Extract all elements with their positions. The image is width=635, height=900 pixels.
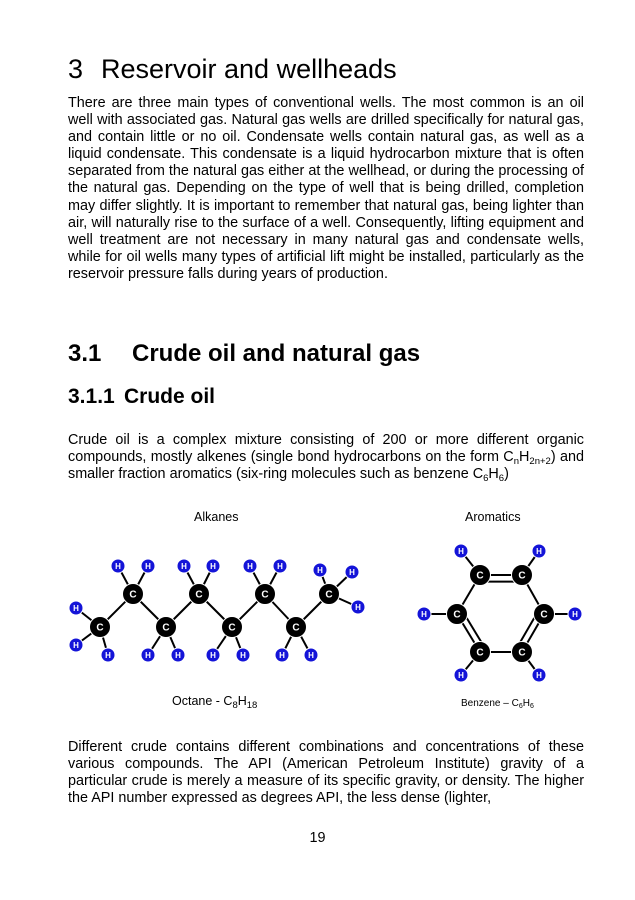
crude-text-2: H	[519, 449, 530, 466]
hydrogen-atom	[417, 607, 431, 621]
carbon-atom	[534, 604, 555, 625]
svg-text:H: H	[572, 609, 578, 619]
svg-text:C: C	[518, 570, 526, 582]
benzene-caption	[461, 698, 534, 709]
svg-text:H: H	[145, 650, 151, 660]
svg-text:C: C	[453, 609, 461, 621]
svg-text:H: H	[458, 546, 464, 556]
page-number: 19	[309, 830, 326, 846]
octane-caption	[172, 694, 258, 711]
svg-text:H: H	[317, 565, 323, 575]
hydrogen-atom	[568, 607, 582, 621]
benzene-h: H	[522, 698, 530, 709]
svg-text:C: C	[195, 589, 203, 601]
hydrogen-atom	[273, 559, 287, 573]
svg-text:H: H	[536, 546, 542, 556]
hydrogen-atom	[454, 668, 468, 682]
hydrogen-atom	[454, 544, 468, 558]
carbon-atom	[512, 565, 533, 586]
hydrogen-atom	[171, 648, 185, 662]
hydrogen-atom	[532, 544, 546, 558]
svg-text:H: H	[105, 650, 111, 660]
svg-text:H: H	[355, 602, 361, 612]
carbon-atom	[222, 617, 243, 638]
hydrogen-atom	[532, 668, 546, 682]
svg-text:C: C	[96, 622, 104, 634]
svg-text:C: C	[162, 622, 170, 634]
section-number: 3	[68, 54, 84, 84]
crude-sub-3: 6	[483, 473, 489, 485]
carbon-atom	[189, 584, 210, 605]
svg-text:H: H	[175, 650, 181, 660]
hydrogen-atom	[275, 648, 289, 662]
carbon-atom	[512, 642, 533, 663]
benzene-h-count: 6	[529, 703, 534, 710]
subsection-title: Crude oil and natural gas	[132, 340, 421, 367]
svg-text:H: H	[349, 567, 355, 577]
svg-text:C: C	[476, 647, 484, 659]
svg-text:H: H	[73, 603, 79, 613]
intro-paragraph: There are three main types of conventional wells. The most common is an oil well with associated gas. Natural gas wells are drilled specifically for natural gas, and contain little or no oil. Condensate wells contain natural gas, as well as a liquid condensate. This condensate is a liquid hydrocarbon mixture that is often separated from the natural gas either at the wellhead, or during the processing of the natural gas. Depending on the type of well that is being drilled, completion may differ slightly. It is important to remember that natural gas, being lighter than air, will naturally rise to the surface of a well. Consequently, lifting equipment and well treatment are not necessary in many natural gas and condensate wells, while for oil wells many types of artificial lift might be installed, particularly as the reservoir pressure falls during years of production.	[68, 95, 584, 282]
svg-text:H: H	[210, 650, 216, 660]
crude-text-1: Crude oil is a complex mixture consisting of 200 or more different organic compounds, mostly alkenes (single bond hydrocarbons on the form C	[68, 432, 584, 466]
octane-h-count: 18	[246, 700, 258, 711]
hydrogen-atom	[206, 648, 220, 662]
crude-text-5: )	[504, 466, 509, 483]
svg-text:H: H	[421, 609, 427, 619]
carbon-atom	[255, 584, 276, 605]
hydrogen-atom	[236, 648, 250, 662]
svg-text:H: H	[247, 561, 253, 571]
carbon-atom	[123, 584, 144, 605]
svg-text:C: C	[261, 589, 269, 601]
svg-text:H: H	[536, 670, 542, 680]
svg-text:H: H	[73, 640, 79, 650]
svg-text:C: C	[129, 589, 137, 601]
hydrogen-atom	[101, 648, 115, 662]
hydrogen-atom	[69, 601, 83, 615]
carbon-atom	[286, 617, 307, 638]
octane-c-count: 8	[232, 700, 238, 711]
svg-text:H: H	[279, 650, 285, 660]
section-title: Reservoir and wellheads	[101, 54, 397, 84]
carbon-atom	[90, 617, 111, 638]
octane-h: H	[237, 694, 247, 708]
alkanes-label: Alkanes	[194, 510, 239, 524]
subsection-number: 3.1	[68, 340, 102, 367]
svg-text:H: H	[115, 561, 121, 571]
hydrogen-atom	[313, 563, 327, 577]
svg-text:C: C	[518, 647, 526, 659]
carbon-atom	[447, 604, 468, 625]
aromatics-label: Aromatics	[465, 510, 521, 524]
svg-text:C: C	[476, 570, 484, 582]
carbon-atom	[470, 565, 491, 586]
svg-text:H: H	[308, 650, 314, 660]
subsubsection-number: 3.1.1	[68, 385, 115, 408]
svg-text:C: C	[540, 609, 548, 621]
hydrogen-atom	[304, 648, 318, 662]
hydrogen-atom	[351, 600, 365, 614]
svg-text:H: H	[277, 561, 283, 571]
svg-text:C: C	[228, 622, 236, 634]
benzene-name: Benzene – C	[461, 698, 519, 709]
carbon-atom	[156, 617, 177, 638]
octane-name: Octane - C	[172, 694, 233, 708]
svg-text:H: H	[210, 561, 216, 571]
hydrogen-atom	[141, 648, 155, 662]
svg-text:H: H	[181, 561, 187, 571]
hydrogen-atom	[141, 559, 155, 573]
carbon-atom	[319, 584, 340, 605]
crude-sub-4: 6	[498, 473, 505, 485]
crude-sub-2: 2n+2	[529, 456, 551, 468]
benzene-c-count: 6	[518, 703, 523, 710]
crude-text-3: ) and smaller fraction aromatics (six-ring molecules such as benzene C	[68, 449, 585, 483]
hydrogen-atom	[345, 565, 359, 579]
api-paragraph: Different crude contains different combinations and concentrations of these various compounds. The API (American Petroleum Institute) gravity of a particular crude is merely a measure of its specific gravity, or density. The higher the API number expressed as degrees API, the less dense (lighter,	[68, 739, 584, 807]
hydrogen-atom	[243, 559, 257, 573]
svg-text:H: H	[145, 561, 151, 571]
hydrogen-atom	[206, 559, 220, 573]
hydrogen-atom	[111, 559, 125, 573]
hydrogen-atom	[177, 559, 191, 573]
carbon-atom	[470, 642, 491, 663]
crude-sub-1: n	[513, 456, 520, 468]
svg-text:C: C	[325, 589, 333, 601]
crude-text-4: H	[488, 466, 499, 483]
svg-text:H: H	[458, 670, 464, 680]
subsubsection-title: Crude oil	[124, 385, 216, 408]
hydrogen-atom	[69, 638, 83, 652]
svg-text:C: C	[292, 622, 300, 634]
svg-text:H: H	[240, 650, 246, 660]
